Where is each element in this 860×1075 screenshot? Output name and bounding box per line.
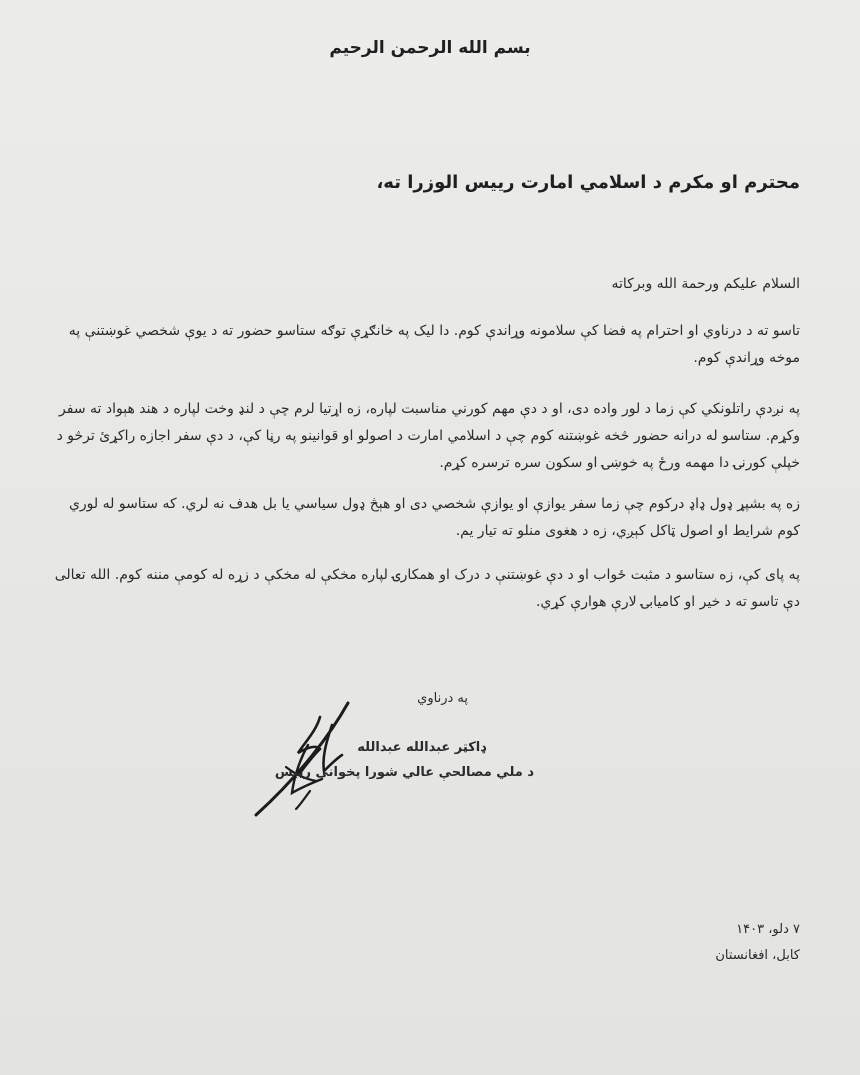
- closing-line: په درناوي: [417, 691, 468, 706]
- letter-place: کابل، افغانستان: [715, 948, 800, 963]
- bismillah-heading: بسم الله الرحمن الرحيم: [329, 38, 531, 58]
- handwritten-signature: [250, 695, 360, 825]
- body-paragraph-4: په پای کې، زه ستاسو د مثبت ځواب او د دې غوښتنې د درک او همکارۍ لپاره مخکې له مخکې د زړه له کومې مننه کوم. الله تعالی دې تاسو ته د خیر او کامیابۍ لارې هوارې کړي.: [54, 567, 800, 610]
- recipient-line: محترم او مکرم د اسلامي امارت رييس الوزرا ته،: [376, 172, 800, 193]
- letter-date: ۷ دلو، ۱۴۰۳: [736, 922, 800, 937]
- body-paragraph-2: په نږدې راتلونکي کې زما د لور واده دی، او د دې مهم کورني مناسبت لپاره، زه اړتیا لرم چې د لنډ وخت لپاره د هند هېواد ته سفر وکړم. ستاسو له درانه حضور څخه غوښتنه کوم چې د اسلامي امارت د اصولو او قوانینو په رڼا کې، د دې سفر اجازه راکړئ ترڅو د خپلې کورنۍ دا مهمه ورځ په خوښۍ او سکون سره ترسره کړم.: [56, 401, 800, 471]
- signer-name: ډاکټر عبدالله عبدالله: [357, 740, 486, 755]
- signer-title: د ملي مصالحې عالي شورا پخوانی رییس: [274, 765, 534, 780]
- greeting-line: السلام عليكم ورحمة الله وبركاته: [611, 276, 800, 292]
- body-paragraph-3: زه په بشپړ ډول ډاډ درکوم چې زما سفر يوازې او يوازې شخصي دی او هېڅ ډول سیاسي یا بل هدف نه لري. که ستاسو له لوري کوم شرایط او اصول ټاکل کېږي، زه د هغوی منلو ته تیار یم.: [68, 496, 800, 539]
- body-paragraph-1: تاسو ته د درناوي او احترام په فضا کې سلامونه وړاندې کوم. دا لیک په خانګړې توګه ستاسو حضور ته د یوې شخصي غوښتنې په موخه وړاندې کوم.: [68, 323, 800, 366]
